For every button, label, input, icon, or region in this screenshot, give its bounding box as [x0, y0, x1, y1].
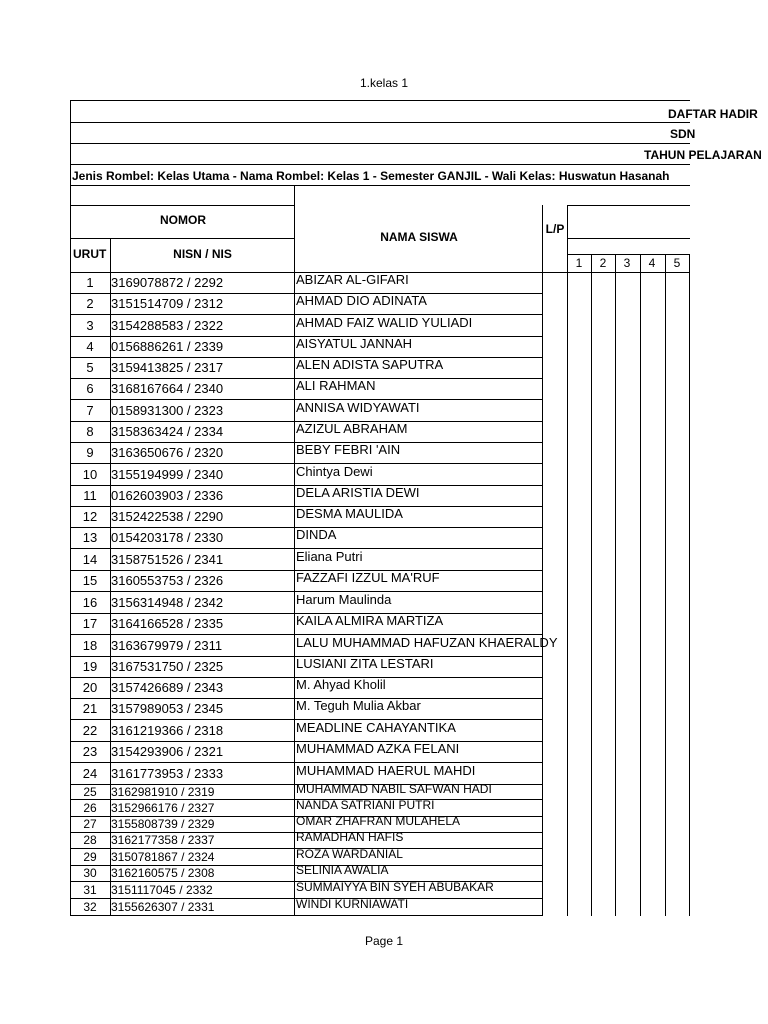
row-number: 11: [83, 488, 97, 503]
header-line-1: DAFTAR HADIR: [668, 107, 758, 121]
row-number: 6: [86, 381, 94, 396]
row-student-name: Harum Maulinda: [296, 591, 392, 607]
row-nisn: 0154203178 / 2330: [111, 530, 224, 545]
row-student-name: LUSIANI ZITA LESTARI: [296, 656, 434, 671]
row-number: 1: [86, 275, 94, 290]
row-nisn: 3169078872 / 2292: [111, 275, 224, 290]
row-student-name: ANNISA WIDYAWATI: [296, 399, 420, 415]
row-number: 21: [82, 701, 98, 716]
row-number: 3: [86, 317, 94, 333]
row-nisn: 3164166528 / 2335: [111, 616, 224, 631]
row-nisn: 3159413825 / 2317: [111, 360, 224, 375]
row-nisn: 3150781867 / 2324: [111, 849, 215, 864]
col-header-nisn: NISN / NIS: [173, 247, 232, 261]
col-header-nama: NAMA SISWA: [380, 230, 458, 244]
row-number: 23: [82, 744, 98, 759]
row-nisn: 3155808739 / 2329: [111, 817, 215, 831]
row-number: 22: [82, 722, 98, 738]
row-student-name: M. Ahyad Kholil: [296, 677, 386, 692]
row-student-name: FAZZAFI IZZUL MA'RUF: [296, 570, 440, 585]
row-nisn: 3157989053 / 2345: [111, 701, 224, 716]
header-line-3: TAHUN PELAJARAN: [644, 148, 762, 162]
col-divider-day-3: [615, 254, 616, 916]
row-number: 15: [82, 573, 98, 588]
day-header-1: 1: [575, 256, 583, 270]
row-nisn: 3151117045 / 2332: [111, 882, 213, 897]
row-number: 24: [82, 765, 98, 781]
row-student-name: NANDA SATRIANI PUTRI: [296, 797, 435, 812]
day-header-5: 5: [673, 256, 681, 270]
row-student-name: MUHAMMAD HAERUL MAHDI: [296, 762, 476, 778]
day-header-4: 4: [648, 256, 656, 270]
row-student-name: OMAR ZHAFRAN MULAHELA: [296, 814, 461, 828]
row-number: 13: [82, 530, 98, 545]
row-nisn: 3162160575 / 2308: [111, 866, 215, 880]
row-number: 18: [82, 637, 98, 653]
row-number: 16: [82, 594, 98, 610]
col-header-nomor: NOMOR: [160, 213, 206, 227]
row-number: 31: [83, 882, 97, 897]
row-student-name: ABIZAR AL-GIFARI: [296, 272, 409, 287]
row-nisn: 3151514709 / 2312: [111, 296, 224, 311]
row-student-name: RAMADHAN HAFIS: [296, 830, 404, 844]
row-number: 2: [86, 296, 94, 311]
col-divider-day-1: [567, 205, 568, 916]
header-block: [70, 100, 762, 206]
col-divider-day-2: [591, 254, 592, 916]
page-footer: Page 1: [364, 934, 404, 948]
row-number: 10: [82, 466, 98, 482]
row-nisn: 3154288583 / 2322: [111, 317, 224, 333]
day-header-3: 3: [623, 256, 631, 270]
row-student-name: DESMA MAULIDA: [296, 506, 403, 521]
row-number: 5: [86, 360, 94, 375]
row-student-name: LALU MUHAMMAD HAFUZAN KHAERALDY: [296, 634, 558, 650]
row-number: 26: [83, 800, 97, 815]
row-student-name: ALI RAHMAN: [296, 378, 376, 393]
row-nisn: 3157426689 / 2343: [111, 680, 224, 695]
row-nisn: 0162603903 / 2336: [111, 488, 224, 503]
row-student-name: AISYATUL JANNAH: [296, 336, 413, 351]
row-number: 25: [83, 784, 97, 799]
row-number: 14: [82, 551, 98, 567]
row-number: 17: [82, 616, 98, 631]
row-number: 12: [82, 509, 98, 524]
days-subheader-border: [567, 238, 690, 239]
row-number: 32: [83, 899, 97, 914]
row-student-name: SUMMAIYYA BIN SYEH ABUBAKAR: [296, 879, 494, 894]
header-line-2: SDN: [670, 127, 696, 141]
nomor-top-border: [70, 205, 295, 206]
row-nisn: 3155194999 / 2340: [111, 466, 224, 482]
row-student-name: DELA ARISTIA DEWI: [296, 485, 420, 500]
row-number: 9: [86, 445, 94, 460]
header-divider: [70, 164, 690, 165]
row-student-name: WINDI KURNIAWATI: [296, 896, 409, 911]
row-student-name: MEADLINE CAHAYANTIKA: [296, 719, 456, 735]
row-nisn: 3162177358 / 2337: [111, 833, 215, 847]
row-nisn: 3152422538 / 2290: [111, 509, 224, 524]
row-student-name: AZIZUL ABRAHAM: [296, 421, 408, 436]
row-nisn: 3163679979 / 2311: [111, 637, 223, 653]
day-header-2: 2: [599, 256, 607, 270]
days-number-border: [567, 254, 690, 255]
row-student-name: MUHAMMAD AZKA FELANI: [296, 741, 460, 756]
header-divider: [70, 122, 690, 123]
row-number: 7: [86, 402, 94, 418]
row-number: 4: [86, 339, 94, 354]
row-number: 8: [86, 424, 94, 439]
row-student-name: KAILA ALMIRA MARTIZA: [296, 613, 444, 628]
row-student-name: SELINIA AWALIA: [296, 863, 389, 877]
row-student-name: ALEN ADISTA SAPUTRA: [296, 357, 444, 372]
row-student-name: AHMAD FAIZ WALID YULIADI: [296, 314, 473, 330]
row-nisn: 0158931300 / 2323: [111, 402, 224, 418]
sheet-title: 1.kelas 1: [359, 76, 409, 90]
row-number: 29: [83, 849, 97, 864]
col-divider-day-4: [640, 254, 641, 916]
row-nisn: 3156314948 / 2342: [111, 594, 224, 610]
header-divider: [70, 143, 690, 144]
row-nisn: 3167531750 / 2325: [111, 659, 224, 674]
row-student-name: AHMAD DIO ADINATA: [296, 293, 427, 308]
row-student-name: Chintya Dewi: [296, 463, 373, 479]
nomor-bottom-border: [70, 238, 295, 239]
row-student-name: BEBY FEBRI 'AIN: [296, 442, 401, 457]
row-student-name: ROZA WARDANIAL: [296, 846, 403, 861]
row-student-name: DINDA: [296, 527, 337, 542]
body-bottom-border: [70, 915, 542, 916]
row-number: 28: [83, 833, 97, 847]
row-student-name: M. Teguh Mulia Akbar: [296, 698, 421, 713]
row-number: 27: [83, 817, 97, 831]
header-divider: [70, 185, 690, 186]
col-divider-day-5: [665, 254, 666, 916]
row-nisn: 3152966176 / 2327: [111, 800, 215, 815]
row-student-name: MUHAMMAD NABIL SAFWAN HADI: [296, 781, 492, 796]
row-nisn: 3163650676 / 2320: [111, 445, 224, 460]
row-number: 19: [82, 659, 98, 674]
header-top-border: [70, 100, 690, 101]
row-nisn: 3161773953 / 2333: [111, 765, 224, 781]
row-nisn: 0156886261 / 2339: [111, 339, 224, 354]
col-header-urut: URUT: [73, 247, 107, 261]
row-number: 30: [83, 866, 97, 880]
row-nisn: 3168167664 / 2340: [111, 381, 224, 396]
row-nisn: 3158363424 / 2334: [111, 424, 224, 439]
col-divider-nama: [294, 185, 295, 916]
row-student-name: Eliana Putri: [296, 548, 363, 564]
col-divider-lp: [542, 205, 543, 916]
days-top-border: [567, 205, 690, 206]
row-nisn: 3155626307 / 2331: [111, 899, 215, 914]
row-number: 20: [82, 680, 98, 695]
row-nisn: 3158751526 / 2341: [111, 551, 224, 567]
rombel-info: Jenis Rombel: Kelas Utama - Nama Rombel: Kelas 1 - Semester GANJIL - Wali Kelas: Huswatun Hasanah: [72, 169, 670, 183]
row-nisn: 3162981910 / 2319: [111, 784, 215, 799]
col-header-lp: L/P: [545, 222, 565, 236]
row-nisn: 3154293906 / 2321: [111, 744, 224, 759]
col-divider-day-6: [689, 254, 690, 916]
row-nisn: 3160553753 / 2326: [111, 573, 224, 588]
row-nisn: 3161219366 / 2318: [111, 722, 224, 738]
